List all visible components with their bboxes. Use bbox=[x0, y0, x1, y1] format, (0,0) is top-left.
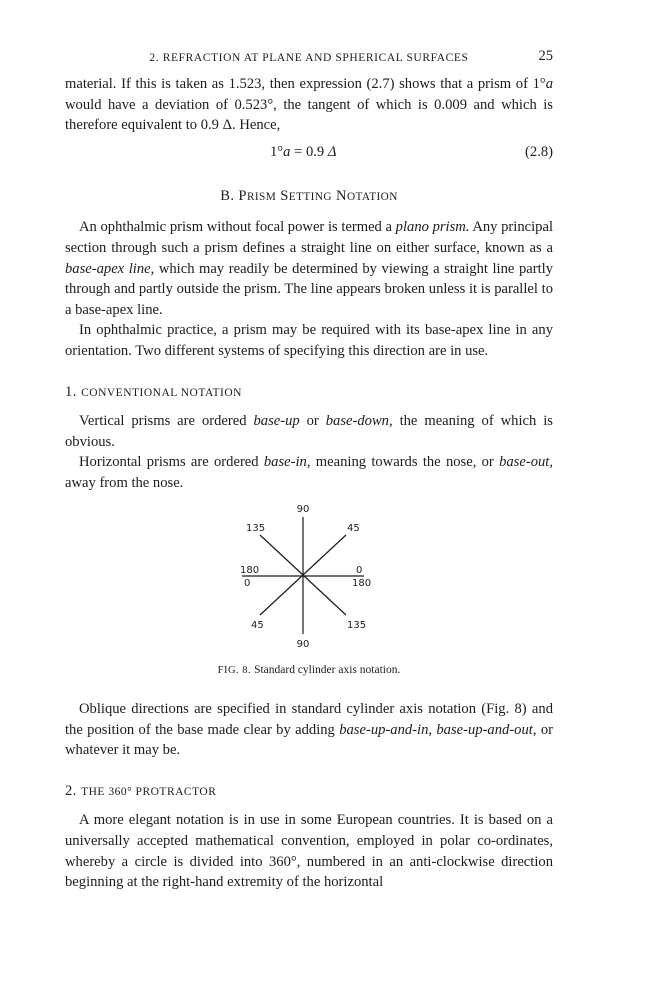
label-90-top: 90 bbox=[296, 503, 310, 515]
paragraph-practice: In ophthalmic practice, a prism may be required with its base-apex line in any orientation. Two different systems of specifying this direction are in use. bbox=[65, 322, 553, 359]
vertical-text-3: the meaning of which is obvious. bbox=[65, 413, 553, 450]
oblique-terms: base-up-and-in, base-up-and-out, bbox=[339, 721, 537, 738]
axis-notation-svg bbox=[65, 504, 553, 652]
label-180-left: 180 bbox=[240, 564, 260, 576]
sub2-number: 2. bbox=[65, 782, 82, 799]
page-body bbox=[65, 48, 553, 893]
base-up-term: base-up bbox=[253, 413, 300, 430]
plano-text-1: An ophthalmic prism without focal power is termed a bbox=[79, 219, 396, 236]
page-number: 25 bbox=[538, 48, 553, 64]
sec-b-w2-cap: S bbox=[276, 187, 289, 204]
oblique-text-2: or whatever it may be. bbox=[65, 721, 553, 759]
paragraph-plano-prism bbox=[65, 217, 553, 320]
horizontal-text-1: Horizontal prisms are ordered bbox=[79, 454, 264, 471]
subsection-heading-2 bbox=[65, 781, 553, 803]
sub1-number: 1. bbox=[65, 383, 82, 400]
sub2-title: THE 360° PROTRACTOR bbox=[81, 785, 217, 798]
sec-b-letter: B. P bbox=[220, 187, 247, 204]
sec-b-w3: OTATION bbox=[346, 190, 398, 203]
figure-caption bbox=[65, 660, 553, 682]
label-0-right: 0 bbox=[356, 564, 363, 576]
label-45-upper-right: 45 bbox=[347, 522, 360, 534]
sub1-title: CONVENTIONAL NOTATION bbox=[81, 386, 242, 399]
label-180-right: 180 bbox=[352, 577, 372, 589]
section-heading-b bbox=[65, 186, 553, 208]
plano-text-2: Any principal section through such a prism defines a straight line on either surface, known as a bbox=[65, 219, 554, 256]
paragraph-protractor: A more elegant notation is in use in some European countries. It is based on a universally accepted mathematical convention, employed in polar co-ordinates, whereby a circle is divided into 360°, numbered in an anti-clockwise direction beginning at the right-hand extremity of the horizontal bbox=[65, 812, 553, 891]
running-header bbox=[65, 48, 553, 68]
label-135-upper-left: 135 bbox=[246, 522, 266, 534]
sec-b-w2: ETTING bbox=[288, 190, 332, 203]
subsection-heading-1 bbox=[65, 382, 553, 404]
eq-lhs-var: a bbox=[283, 143, 291, 160]
label-135-lower-right: 135 bbox=[347, 619, 367, 631]
figure-8-axis-diagram bbox=[65, 504, 553, 652]
base-in-term: base-in, bbox=[263, 454, 311, 471]
sec-b-w1: RISM bbox=[246, 190, 277, 203]
horizontal-text-2: meaning towards the nose, or bbox=[310, 454, 500, 471]
eq-lhs: 1° bbox=[270, 143, 284, 160]
label-90-bottom: 90 bbox=[296, 638, 310, 650]
intro-text-3: . Hence, bbox=[232, 117, 281, 134]
intro-var: a bbox=[545, 76, 553, 92]
eq-rhs: = 0.9 bbox=[290, 143, 328, 160]
equation-expression bbox=[270, 142, 336, 163]
running-title: 2. REFRACTION AT PLANE AND SPHERICAL SURFACES bbox=[149, 52, 469, 64]
caption-fig-number: FIG. 8. bbox=[217, 664, 252, 676]
vertical-text-2: or bbox=[299, 413, 326, 430]
intro-text-2: would have a deviation of 0.523°, the tangent of which is 0.009 and which is therefore equivalent to 0.9 bbox=[65, 96, 553, 134]
oblique-text-1: Oblique directions are specified in standard cylinder axis notation (Fig. 8) and the position of the base made clear by adding bbox=[65, 701, 553, 738]
equation-number: (2.8) bbox=[525, 143, 553, 160]
caption-text: Standard cylinder axis notation. bbox=[251, 663, 401, 676]
intro-text-1: material. If this is taken as 1.523, then expression (2.7) shows that a prism of 1° bbox=[65, 76, 546, 92]
sec-b-w3-cap: N bbox=[331, 187, 347, 204]
label-0-left: 0 bbox=[244, 577, 251, 589]
eq-rhs-symbol: Δ bbox=[327, 143, 337, 160]
base-out-term: base-out, bbox=[499, 454, 553, 471]
plano-text-3: which may readily be determined by viewing a straight line partly through and partly outside the prism. The line appears broken unless it is parallel to a base-apex line. bbox=[65, 260, 553, 318]
paragraph-horizontal bbox=[65, 452, 553, 493]
paragraph-intro bbox=[65, 74, 553, 136]
plano-term: plano prism. bbox=[395, 219, 470, 236]
horizontal-text-3: away from the nose. bbox=[65, 474, 184, 491]
equation-2-8 bbox=[65, 140, 553, 164]
vertical-text-1: Vertical prisms are ordered bbox=[79, 413, 254, 430]
prism-dioptre-symbol: Δ bbox=[222, 117, 233, 134]
paragraph-oblique bbox=[65, 699, 553, 761]
base-down-term: base-down, bbox=[325, 413, 393, 430]
base-apex-term: base-apex line, bbox=[65, 260, 155, 277]
label-45-lower-left: 45 bbox=[251, 619, 264, 631]
paragraph-vertical bbox=[65, 411, 553, 452]
